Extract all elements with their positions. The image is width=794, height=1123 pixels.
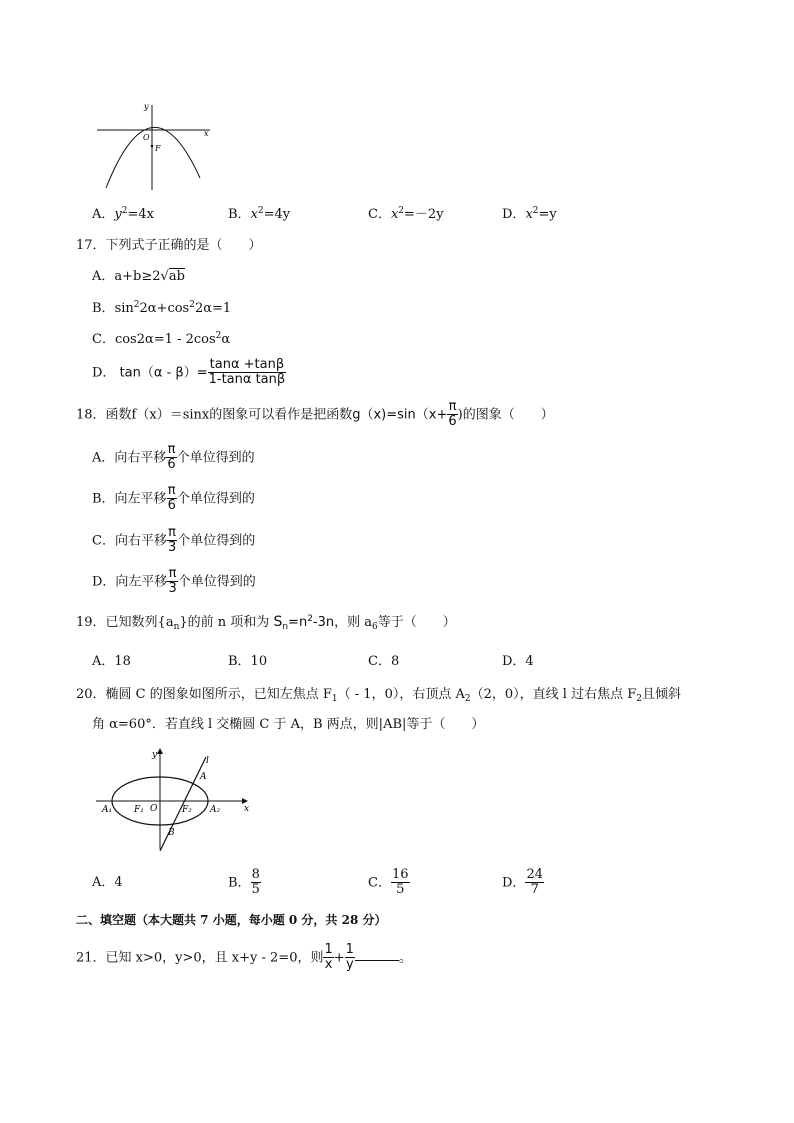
q20-choice-a[interactable]: A．4	[92, 875, 123, 890]
vertex-a2-label: A₂	[210, 805, 221, 815]
ellipse-x-label: x	[244, 804, 250, 814]
q20-stem-line2: 角 α=60°．若直线 l 交椭圆 C 于 A，B 两点，则|AB|等于（ ）	[92, 717, 485, 732]
focus-f2-label: F₂	[182, 805, 192, 815]
q17-choice-c[interactable]: C．$\cos 2\alpha=1 - 2\cos^2\alpha$	[92, 331, 231, 347]
ellipse-origin-label: O	[150, 804, 158, 814]
axis-x-label: x	[204, 129, 209, 138]
q19-choice-b[interactable]: B．10	[228, 654, 268, 669]
focus-f1-label: F₁	[134, 805, 144, 815]
q16-choice-a[interactable]: A．$y^2=4x$	[92, 206, 154, 222]
q20-stem-line1: 20．椭圆 C 的图象如图所示，已知左焦点 $F_1( - 1$，0），右顶点 $A_2(2$，0），直线 l 过右焦点 $F_2$且倾斜	[76, 687, 681, 704]
q18-stem-fraction: $\frac{\pi}{6}$	[448, 399, 457, 430]
point-b-label: B	[168, 828, 175, 838]
q20-choice-c[interactable]: C． $\frac{16}{5}$	[368, 867, 409, 898]
q16-choice-d[interactable]: D．$x^2=y$	[502, 206, 557, 222]
line-l-label: l	[206, 756, 209, 766]
q21-fraction-1y: $\frac{1}{y}$	[345, 942, 354, 973]
q21-fraction-1x: $\frac{1}{x}$	[324, 942, 333, 973]
q18-choice-b[interactable]: B．向左平移 $\frac{\pi}{6}$ 个单位得到的	[92, 483, 255, 514]
focus-label: F	[155, 144, 161, 153]
q17-choice-d[interactable]: D． tan（α - β）= $\frac{\tan\alpha +\tan\beta}{\text{1-tanα tanβ}}$	[92, 357, 286, 388]
q18-choice-d[interactable]: D．向左平移 $\frac{\pi}{3}$ 个单位得到的	[92, 566, 256, 597]
q16-choice-c[interactable]: C．$x^2=-2y$	[368, 206, 444, 222]
origin-label: O	[143, 133, 150, 142]
q17-choice-b[interactable]: B．$\sin^22\alpha+\cos^22\alpha=1$	[92, 300, 232, 316]
q18-choice-a[interactable]: A．向右平移 $\frac{\pi}{6}$ 个单位得到的	[92, 442, 255, 473]
q19-stem: 19．已知数列$\{a_n\}$的前 n 项和为 $S_n=n^2-3n$，则 $a_6$等于（ ）	[76, 614, 456, 632]
q20-choice-b[interactable]: B． $\frac{8}{5}$	[228, 867, 260, 898]
axis-y-label: y	[144, 102, 149, 111]
ellipse-figure	[92, 745, 252, 855]
q19-choice-d[interactable]: D．4	[502, 654, 534, 669]
q16-choice-b[interactable]: B．$x^2=4y$	[228, 206, 291, 222]
q19-choice-a[interactable]: A．18	[92, 654, 131, 669]
q17-d-fraction: $\frac{\tan\alpha +\tan\beta}{\text{1-tanα tanβ}}$	[208, 357, 286, 388]
q17-choice-a[interactable]: A．a+b≥2√ab	[92, 269, 185, 284]
ellipse-y-label: y	[152, 750, 158, 760]
q17-stem: 17．下列式子正确的是（ ）	[76, 238, 262, 253]
section-title-fill-in: 二、填空题（本大题共 7 小题，每小题 0 分，共 28 分）	[76, 913, 387, 927]
q20-choice-d[interactable]: D． $\frac{24}{7}$	[502, 867, 543, 898]
parabola-figure	[92, 100, 222, 195]
vertex-a1-label: A₁	[102, 805, 113, 815]
q21-stem: 21．已知 x>0，y>0，且 x+y - 2=0，则 $\frac{1}{x}$ + $\frac{1}{y}$ 。	[76, 942, 412, 973]
q21-answer-blank[interactable]	[355, 948, 399, 961]
q19-choice-c[interactable]: C．8	[368, 654, 400, 669]
q18-choice-c[interactable]: C．向右平移 $\frac{\pi}{3}$ 个单位得到的	[92, 525, 256, 556]
q18-stem: 18．函数f（x）＝sinx的图象可以看作是把函数g（x)=sin（x+ $\frac{\pi}{6}$ )的图象（ ）	[76, 399, 554, 430]
sqrt-sign: √	[160, 269, 169, 284]
point-a-label: A	[200, 772, 207, 782]
